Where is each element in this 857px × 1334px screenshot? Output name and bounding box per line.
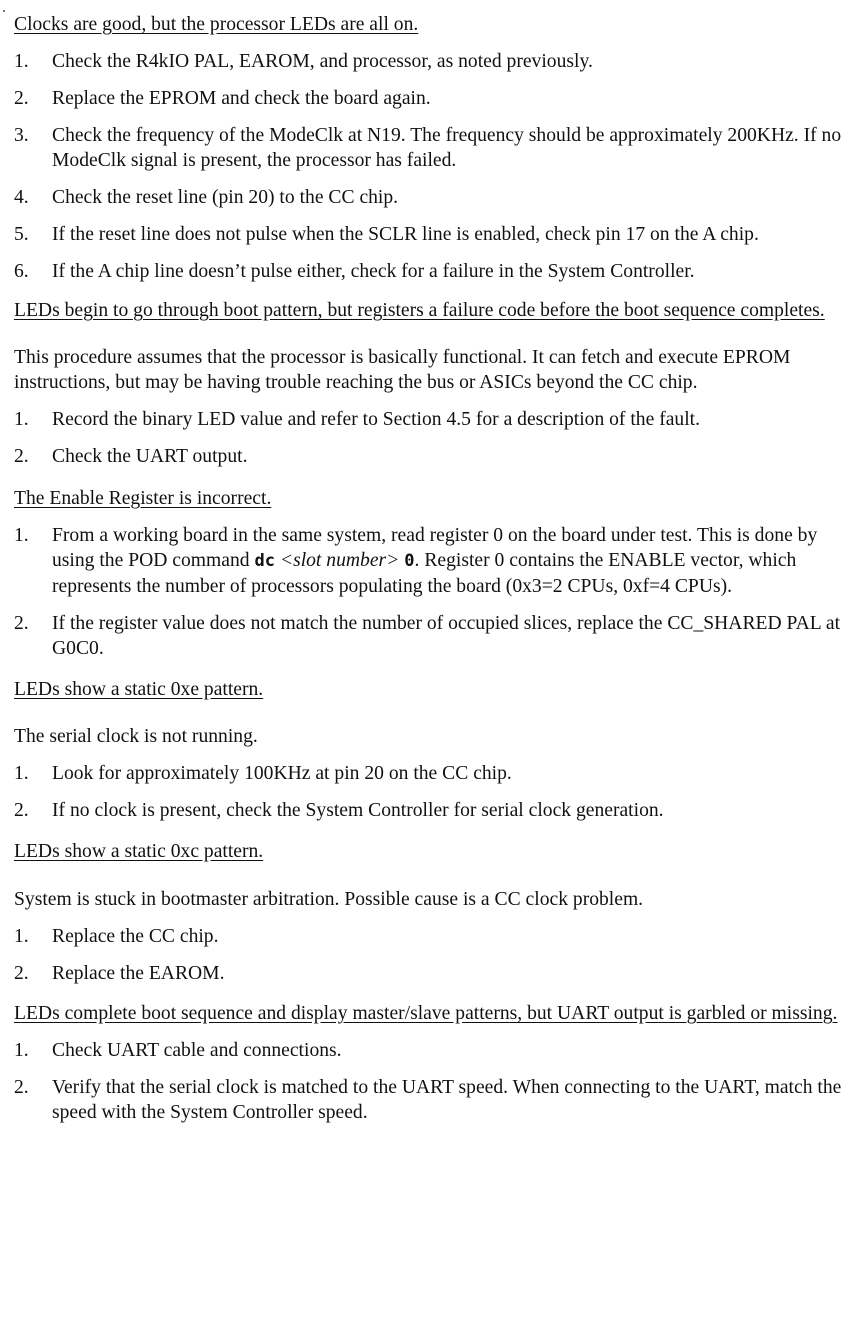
steps-list-clocks-good (14, 49, 843, 284)
step-number: 2. (14, 800, 29, 821)
step-text-part: From a working board in the same system, read register 0 on the board under test. This is done by using the POD command (52, 525, 818, 571)
step-number: 2. (14, 1077, 29, 1098)
steps-list-static-0xe (14, 761, 843, 823)
step-text: Replace the EAROM. (52, 963, 225, 984)
list-item (14, 961, 843, 986)
step-number: 1. (14, 409, 29, 430)
step-text: If the reset line does not pulse when the SCLR line is enabled, check pin 17 on the A chip. (52, 224, 759, 245)
list-item (14, 444, 843, 469)
step-text: Check UART cable and connections. (52, 1040, 342, 1061)
list-item (14, 798, 843, 823)
step-text: Record the binary LED value and refer to Section 4.5 for a description of the fault. (52, 409, 701, 430)
steps-list-enable-register (14, 523, 843, 661)
steps-list-boot-failure (14, 407, 843, 469)
step-text: Check the UART output. (52, 446, 248, 467)
list-item (14, 86, 843, 111)
step-number: 2. (14, 88, 29, 109)
section-intro: System is stuck in bootmaster arbitration. Possible cause is a CC clock problem. (14, 889, 644, 910)
step-number: 2. (14, 446, 29, 467)
list-item (14, 924, 843, 949)
step-text: Check the R4kIO PAL, EAROM, and processor, as noted previously. (52, 51, 593, 72)
step-text: Check the frequency of the ModeClk at N19. The frequency should be approximately 200KHz. If no ModeClk signal is present, the processor has failed. (52, 125, 842, 171)
register-zero: 0 (404, 551, 415, 571)
step-text: Check the reset line (pin 20) to the CC chip. (52, 187, 399, 208)
step-number: 1. (14, 1040, 29, 1061)
step-number: 1. (14, 763, 29, 784)
list-item (14, 1075, 843, 1125)
list-item (14, 761, 843, 786)
step-number: 2. (14, 963, 29, 984)
step-text: If the A chip line doesn’t pulse either, check for a failure in the System Controller. (52, 261, 695, 282)
step-number: 1. (14, 926, 29, 947)
list-item (14, 611, 843, 661)
step-number: 1. (14, 525, 29, 546)
section-heading-static-0xe: LEDs show a static 0xe pattern. (14, 679, 264, 700)
step-number: 3. (14, 125, 29, 146)
steps-list-static-0xc (14, 924, 843, 986)
pod-command: dc (254, 551, 275, 571)
section-heading-enable-register: The Enable Register is incorrect. (14, 488, 272, 509)
slot-number-placeholder: <slot number> (279, 550, 400, 571)
list-item (14, 407, 843, 432)
step-text: Replace the EPROM and check the board again. (52, 88, 431, 109)
step-text (52, 523, 843, 599)
step-number: 2. (14, 613, 29, 634)
section-intro: This procedure assumes that the processor is basically functional. It can fetch and execute EPROM instructions, but may be having trouble reaching the bus or ASICs beyond the CC chip. (14, 347, 791, 393)
section-heading-boot-failure: LEDs begin to go through boot pattern, but registers a failure code before the boot sequence completes. (14, 300, 825, 321)
step-text: Look for approximately 100KHz at pin 20 on the CC chip. (52, 763, 512, 784)
list-item (14, 185, 843, 210)
step-number: 4. (14, 187, 29, 208)
section-intro: The serial clock is not running. (14, 726, 258, 747)
list-item (14, 222, 843, 247)
list-item (14, 49, 843, 74)
step-text: Verify that the serial clock is matched to the UART speed. When connecting to the UART, match the speed with the System Controller speed. (52, 1077, 842, 1123)
scan-speck (3, 10, 5, 12)
step-text: If the register value does not match the number of occupied slices, replace the CC_SHARED PAL at G0C0. (52, 613, 841, 659)
list-item (14, 123, 843, 173)
list-item (14, 1038, 843, 1063)
step-text: If no clock is present, check the System Controller for serial clock generation. (52, 800, 664, 821)
step-number: 5. (14, 224, 29, 245)
step-number: 6. (14, 261, 29, 282)
step-text-part: . Register 0 contains the ENABLE vector, which represents the number of processors populating the board (0x3=2 CPUs, 0xf=4 CPUs). (52, 550, 797, 597)
step-number: 1. (14, 51, 29, 72)
section-heading-static-0xc: LEDs show a static 0xc pattern. (14, 841, 264, 862)
list-item (14, 259, 843, 284)
section-heading-uart-garbled: LEDs complete boot sequence and display master/slave patterns, but UART output is garbled or missing. (14, 1003, 838, 1024)
step-text: Replace the CC chip. (52, 926, 219, 947)
list-item (14, 523, 843, 599)
steps-list-uart-garbled (14, 1038, 843, 1125)
section-heading-clocks-good: Clocks are good, but the processor LEDs are all on. (14, 14, 419, 35)
